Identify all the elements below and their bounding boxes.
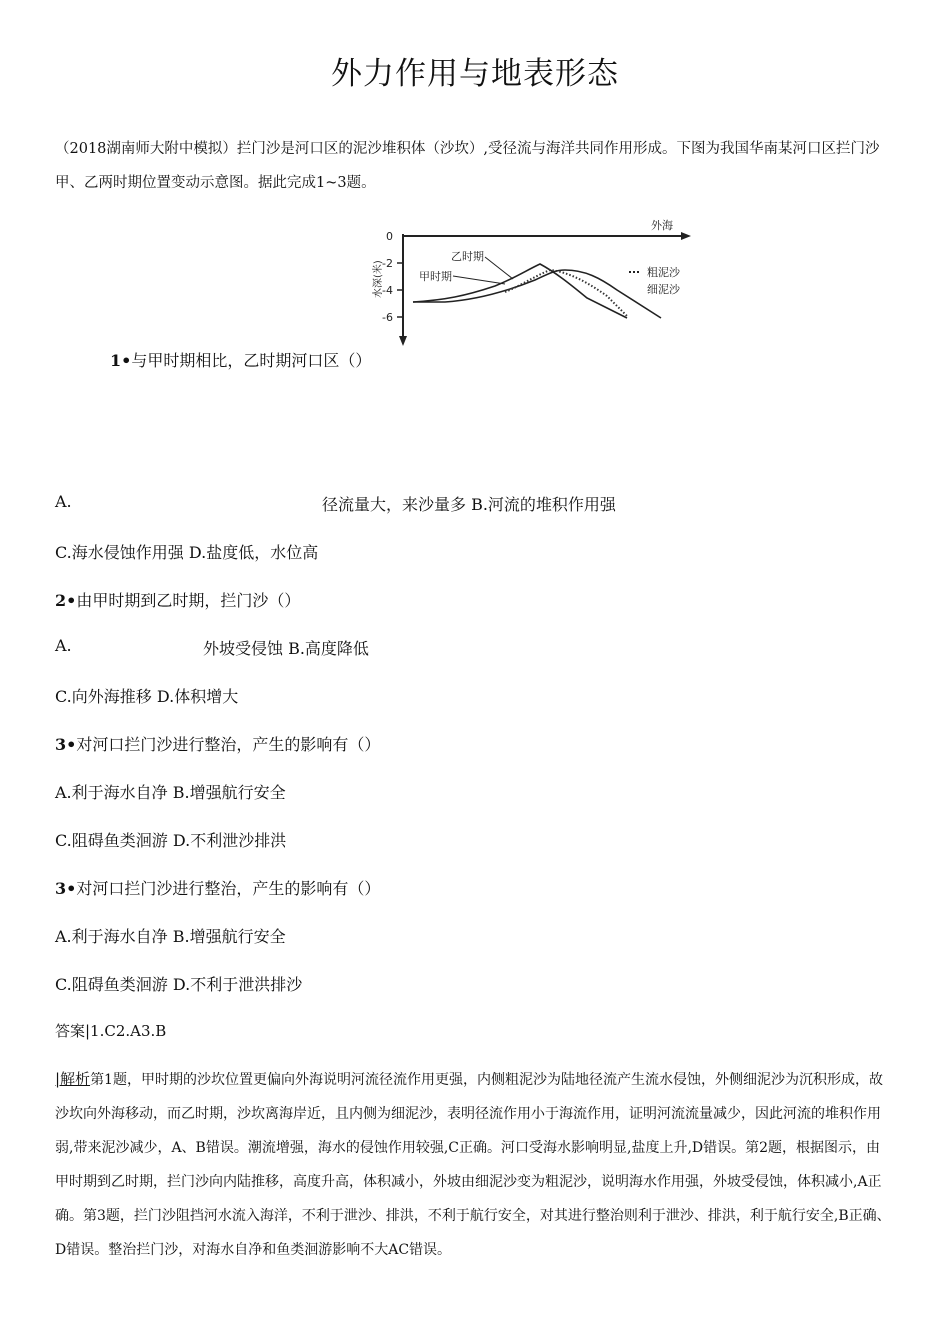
right-label: 外海	[651, 219, 673, 232]
question-1-option-a-label: A.	[55, 492, 72, 511]
analysis-paragraph	[55, 1062, 893, 1267]
question-1-options-ab: 径流量大，来沙量多 B.河流的堆积作用强	[322, 495, 616, 514]
answer-line: 答案|1.C2.A3.B	[55, 1022, 167, 1040]
legend-fine: 细泥沙	[647, 283, 680, 296]
label-yi: 乙时期	[451, 250, 484, 263]
question-2-options-cd: C.向外海推移 D.体积增大	[55, 687, 239, 706]
analysis-label: |解析	[55, 1070, 91, 1088]
question-3-stem: 3•对河口拦门沙进行整治，产生的影响有（）	[55, 735, 381, 754]
question-1-stem: 1•与甲时期相比，乙时期河口区（）	[110, 351, 372, 370]
y-tick-4: -4	[382, 284, 393, 297]
y-axis-arrow	[399, 336, 407, 346]
question-2-stem: 2•由甲时期到乙时期，拦门沙（）	[55, 591, 301, 610]
page-title: 外力作用与地表形态	[331, 56, 619, 92]
question-3-options-ab: A.利于海水自净 B.增强航行安全	[55, 783, 286, 802]
analysis-text: 第1题，甲时期的沙坎位置更偏向外海说明河流径流作用更强，内侧粗泥沙为陆地径流产生流水侵蚀，外侧细泥沙为沉积形成，故沙坎向外海移动，而乙时期，沙坎离海岸近，且内侧为细泥沙，表明径流作用小于海流作用，证明河流流量减少，因此河流的堆积作用弱,带来泥沙减少，A、B错误。潮流增强，海水的侵蚀作用较强,C正确。河口受海水影响明显,盐度上升,D错误。第2题，根据图示，由甲时期到乙时期，拦门沙向内陆推移，高度升高，体积减小，外坡由细泥沙变为粗泥沙，说明海水作用强，外坡受侵蚀，体积减小,A正确。第3题，拦门沙阻挡河水流入海洋，不利于泄沙、排洪，不利于航行安全，对其进行整治则利于泄沙、排洪，利于航行安全,B正确、D错误。整治拦门沙，对海水自净和鱼类洄游影响不大AC错误。	[55, 1072, 891, 1258]
question-3-options-cd: C.阻碍鱼类洄游 D.不利泄沙排洪	[55, 831, 287, 850]
y-tick-6: -6	[382, 311, 393, 324]
y-tick-0: 0	[386, 230, 393, 243]
question-3b-options-ab: A.利于海水自净 B.增强航行安全	[55, 927, 286, 946]
x-axis-arrow	[681, 232, 691, 240]
label-jia: 甲时期	[419, 270, 452, 283]
question-2-option-a-label: A.	[55, 636, 72, 655]
intro-paragraph: （2018湖南师大附中模拟）拦门沙是河口区的泥沙堆积体（沙坎）,受径流与海洋共同作用形成。下图为我国华南某河口区拦门沙甲、乙两时期位置变动示意图。据此完成1~3题。	[55, 141, 880, 191]
question-2-options-ab: 外坡受侵蚀 B.高度降低	[203, 639, 369, 658]
y-tick-2: -2	[382, 257, 393, 270]
y-axis-label: 水深(米)	[373, 260, 384, 298]
question-1-options-cd: C.海水侵蚀作用强 D.盐度低，水位高	[55, 543, 319, 562]
question-3b-options-cd: C.阻碍鱼类洄游 D.不利于泄洪排沙	[55, 975, 303, 994]
river-mouth-figure	[355, 212, 695, 352]
legend-coarse: 粗泥沙	[647, 266, 680, 279]
question-3b-stem: 3•对河口拦门沙进行整治，产生的影响有（）	[55, 879, 381, 898]
